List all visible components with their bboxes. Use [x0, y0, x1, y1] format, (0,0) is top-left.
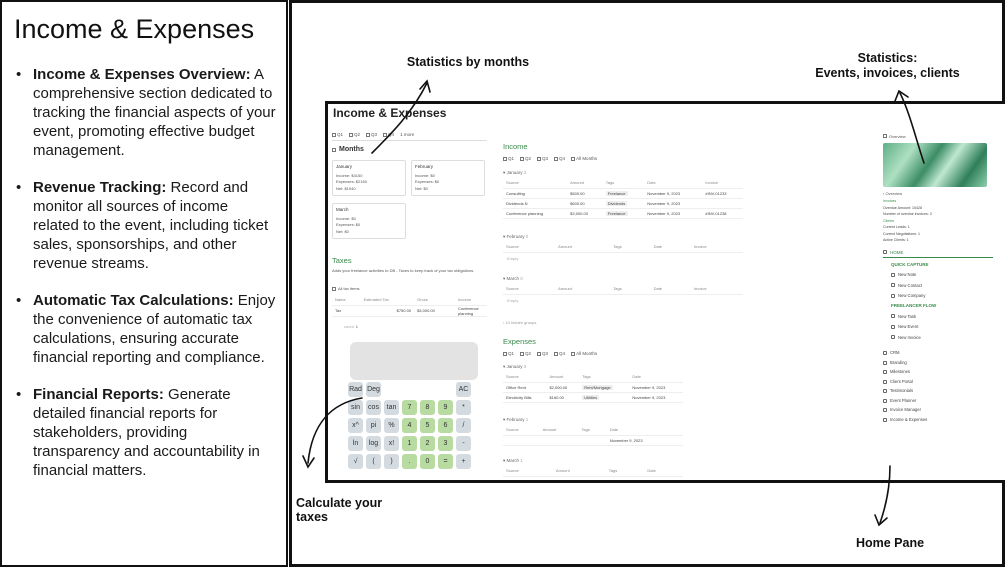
calc-key[interactable]: 1: [402, 436, 417, 451]
calc-key[interactable]: /: [456, 418, 471, 433]
calc-spacer: [384, 382, 399, 397]
link-crm[interactable]: CRM: [883, 348, 993, 358]
expenses-tabs: [503, 351, 597, 356]
taxes-heading: Taxes: [332, 256, 352, 265]
table-icon: [503, 157, 507, 161]
link-income-expenses[interactable]: Income & Expenses: [883, 415, 993, 425]
callout-statistics-line2: Events, invoices, clients: [815, 66, 960, 80]
calc-key[interactable]: cos: [366, 400, 381, 415]
calc-key[interactable]: log: [366, 436, 381, 451]
tab-q4[interactable]: Q4: [554, 156, 565, 161]
table-icon: [383, 133, 387, 137]
calc-key[interactable]: -: [456, 436, 471, 451]
month-card-february[interactable]: February Income: $0 Expenses: $0 Net: $0: [411, 160, 485, 196]
portal-icon: [883, 380, 887, 384]
table-icon: [554, 157, 558, 161]
tab-q1[interactable]: Q1: [332, 132, 343, 137]
app-screenshot: [325, 101, 1005, 483]
calc-key[interactable]: *: [456, 400, 471, 415]
new-task-button[interactable]: New Task: [883, 311, 993, 322]
group-march[interactable]: ▾ March 1: [503, 458, 523, 463]
table-header: Source Amount Tags Date: [503, 372, 683, 382]
calc-key[interactable]: √: [348, 454, 363, 469]
table-header: Name Estimated Tax Gross Income: [332, 295, 487, 305]
tab-more[interactable]: 1 more: [400, 132, 415, 137]
link-milestones[interactable]: Milestones: [883, 367, 993, 377]
divider: [883, 257, 993, 258]
bookmark-icon: [883, 250, 887, 254]
table-header: Source Amount Tags Date: [503, 425, 683, 435]
overview-stats: [883, 198, 993, 244]
calc-key[interactable]: =: [438, 454, 453, 469]
overdue-amount: Overdue Amount: 10428: [883, 205, 922, 210]
taxes-table: [332, 295, 487, 317]
income-table-february: [503, 242, 743, 253]
table-row[interactable]: Office Rent $2,000.00 Rent/Mortgage November 9, 2023: [503, 382, 683, 392]
tab-q3[interactable]: Q3: [537, 351, 548, 356]
calc-key[interactable]: 9: [438, 400, 453, 415]
tab-q1[interactable]: Q1: [503, 351, 514, 356]
flag-icon: [883, 370, 887, 374]
callout-months: Statistics by months: [406, 55, 530, 69]
month-card-january[interactable]: January Income: $4150 Expenses: $2160 Net: $1940: [332, 160, 406, 196]
middle-column: [503, 142, 873, 482]
group-january[interactable]: ▾ January 3: [503, 170, 527, 175]
months-heading: Months: [332, 146, 364, 153]
feature-item: [14, 65, 276, 160]
feature-text: Enjoy the convenience of automatic tax calculations, ensuring accurate financial reporting and compliance.: [33, 292, 276, 366]
quote-icon: [883, 389, 887, 393]
group-february[interactable]: ▾ February 0: [503, 234, 529, 239]
income-tabs: [503, 156, 597, 161]
contact-icon: [891, 283, 895, 287]
calc-key[interactable]: 8: [420, 400, 435, 415]
tab-q1[interactable]: Q1: [503, 156, 514, 161]
feature-text: Generate detailed financial reports for stakeholders, providing transparency and accountability in financial matters.: [33, 386, 260, 479]
pencil-icon: [891, 273, 895, 277]
new-company-button[interactable]: New Company: [883, 290, 993, 301]
feature-list: [14, 65, 276, 480]
tab-q3[interactable]: Q3: [366, 132, 377, 137]
income-heading: Income: [503, 142, 528, 151]
invoices-label: Invoices: [883, 199, 897, 203]
tab-q2[interactable]: Q2: [520, 351, 531, 356]
month-card-march[interactable]: March Income: $0 Expenses: $0 Net: $0: [332, 203, 406, 239]
calc-key[interactable]: ): [384, 454, 399, 469]
table-header: Source Amount Tags Date Invoice: [503, 284, 743, 294]
calc-key[interactable]: (: [366, 454, 381, 469]
calendar-icon: [891, 325, 895, 329]
table-row[interactable]: Dividends N $600.00 Dividends November 9, 2023: [503, 198, 743, 208]
calc-key[interactable]: AC: [456, 382, 471, 397]
income-table-january: [503, 178, 743, 219]
feature-text: Record and monitor all sources of income related to the event, including ticket sales, sponsorships, and other revenue streams.: [33, 179, 269, 272]
table-icon: [520, 352, 524, 356]
taxes-description: Adds your freelance activities to DB - Taxes to keep track of your tax obligations.: [332, 268, 475, 273]
table-icon: [332, 133, 336, 137]
calc-key[interactable]: x^: [348, 418, 363, 433]
quick-capture-label: QUICK CAPTURE: [891, 261, 929, 267]
freelancer-flow-label: FREELANCER FLOW: [891, 303, 937, 309]
table-icon: [537, 352, 541, 356]
overview-heading: › Overview: [883, 191, 903, 196]
taxes-count: count 1: [344, 324, 359, 329]
calc-spacer: [438, 382, 453, 397]
calendar-icon: [883, 399, 887, 403]
tab-q2[interactable]: Q2: [520, 156, 531, 161]
callout-statistics-line1: Statistics:: [857, 51, 918, 65]
tab-all-tax-items[interactable]: All tax items: [332, 286, 360, 291]
group-january[interactable]: ▾ January 3: [503, 364, 527, 369]
table-row[interactable]: Electricity Bills $160.00 Utilities November 9, 2023: [503, 392, 683, 402]
tab-all-months[interactable]: All Months: [571, 351, 597, 356]
feature-item: [14, 291, 276, 367]
calc-key[interactable]: 0: [420, 454, 435, 469]
hidden-groups-toggle[interactable]: › 10 hidden groups: [503, 320, 537, 325]
new-event-button[interactable]: New Event: [883, 321, 993, 332]
page-title: Income & Expenses: [333, 106, 447, 120]
calc-key[interactable]: Deg: [366, 382, 381, 397]
arrow-home-head: [875, 515, 887, 525]
calculator-display: [350, 342, 478, 380]
home-links: [883, 348, 993, 424]
right-column: [883, 132, 993, 482]
feature-item: [14, 385, 276, 480]
expenses-table-january: [503, 372, 683, 403]
calc-key[interactable]: tan: [384, 400, 399, 415]
calc-key[interactable]: +: [456, 454, 471, 469]
active-clients: Active Clients: 1: [883, 238, 909, 242]
quarter-tabs: [332, 132, 414, 137]
table-header: Source Amount Tags Date Invoice: [503, 242, 743, 252]
table-icon: [554, 352, 558, 356]
home-heading: HOME: [883, 250, 993, 255]
callout-taxes: Calculate your taxes: [296, 496, 383, 524]
table-header: Source Amount Tags Date Invoice: [503, 178, 743, 188]
new-contact-button[interactable]: New Contact: [883, 280, 993, 291]
table-row[interactable]: Tax $750.00 $3,000.00 Conference planning: [332, 305, 487, 316]
showcase-frame: [289, 0, 1005, 567]
group-march[interactable]: ▾ March 0: [503, 276, 523, 281]
calc-spacer: [420, 382, 435, 397]
calc-key[interactable]: ln: [348, 436, 363, 451]
calc-key[interactable]: Rad: [348, 382, 363, 397]
table-icon: [503, 352, 507, 356]
palette-icon: [883, 361, 887, 365]
task-icon: [891, 314, 895, 318]
callout-statistics: [800, 51, 975, 81]
callout-home: Home Pane: [855, 536, 925, 550]
income-table-march: [503, 284, 743, 295]
arrow-months-head: [420, 81, 430, 92]
tab-q4[interactable]: Q4: [383, 132, 394, 137]
calc-key[interactable]: x!: [384, 436, 399, 451]
group-february[interactable]: ▾ February 1: [503, 417, 529, 422]
link-event-planner[interactable]: Event Planner: [883, 396, 993, 406]
table-row[interactable]: Conference planning $3,000.00 Freelance November 9, 2023 #INV-01238: [503, 208, 743, 218]
arrow-stats-head: [895, 91, 908, 101]
current-leads: Current Leads: 1: [883, 225, 910, 229]
overdue-count: Number of overdue invoices: 3: [883, 212, 932, 216]
expenses-table-march: [503, 466, 683, 477]
tab-all-months[interactable]: All Months: [571, 156, 597, 161]
feature-text: A comprehensive section dedicated to tracking the financial aspects of your event, promoting effective budget management.: [33, 66, 276, 159]
link-testimonials[interactable]: Testimonials: [883, 386, 993, 396]
gallery-icon: [332, 148, 336, 152]
calculator-keypad: [348, 382, 471, 469]
table-icon: [520, 157, 524, 161]
new-invoice-button[interactable]: New Invoice: [883, 332, 993, 343]
empty-state: Empty: [507, 298, 519, 303]
table-icon: [883, 134, 887, 138]
table-icon: [571, 352, 575, 356]
new-note-button[interactable]: New Note: [883, 269, 993, 280]
expenses-heading: Expenses: [503, 337, 536, 346]
feature-item: [14, 178, 276, 273]
building-icon: [891, 294, 895, 298]
calc-key[interactable]: sin: [348, 400, 363, 415]
panel-title: Income & Expenses: [14, 14, 255, 44]
feature-title: Financial Reports:: [33, 386, 164, 403]
calc-key[interactable]: 3: [438, 436, 453, 451]
calc-key[interactable]: 7: [402, 400, 417, 415]
tab-q4[interactable]: Q4: [554, 351, 565, 356]
clients-label: Clients: [883, 218, 894, 223]
feature-title: Revenue Tracking:: [33, 179, 167, 196]
table-icon: [366, 133, 370, 137]
link-invoice-manager[interactable]: Invoice Manager: [883, 405, 993, 415]
arrow-taxes-head: [303, 456, 314, 467]
tab-q2[interactable]: Q2: [349, 132, 360, 137]
money-icon: [883, 418, 887, 422]
calc-key[interactable]: 5: [420, 418, 435, 433]
link-branding[interactable]: Branding: [883, 358, 993, 368]
current-negotiations: Current Negotiations: 1: [883, 231, 920, 236]
calc-key[interactable]: .: [402, 454, 417, 469]
feature-title: Automatic Tax Calculations:: [33, 292, 234, 309]
table-row[interactable]: Consulting $500.00 Freelance November 9, 2023 #INV-01233: [503, 188, 743, 198]
description-panel: [0, 0, 288, 567]
crm-icon: [883, 351, 887, 355]
calc-key[interactable]: pi: [366, 418, 381, 433]
empty-state: Empty: [507, 256, 519, 261]
tab-overview[interactable]: Overview: [883, 132, 993, 140]
invoice-icon: [891, 335, 895, 339]
feature-title: Income & Expenses Overview:: [33, 66, 251, 83]
left-column: [332, 132, 492, 482]
table-header: Source Amount Tags Date: [503, 466, 683, 476]
calc-key[interactable]: 4: [402, 418, 417, 433]
table-icon: [332, 287, 336, 291]
table-row[interactable]: November 9, 2023: [503, 435, 683, 445]
cover-image: [883, 143, 987, 187]
table-icon: [349, 133, 353, 137]
table-icon: [537, 157, 541, 161]
calc-key[interactable]: 6: [438, 418, 453, 433]
tab-q3[interactable]: Q3: [537, 156, 548, 161]
expenses-table-february: [503, 425, 683, 446]
link-client-portal[interactable]: Client Portal: [883, 377, 993, 387]
invoice-icon: [883, 408, 887, 412]
calc-key[interactable]: %: [384, 418, 399, 433]
calc-key[interactable]: 2: [420, 436, 435, 451]
table-icon: [571, 157, 575, 161]
calc-spacer: [402, 382, 417, 397]
